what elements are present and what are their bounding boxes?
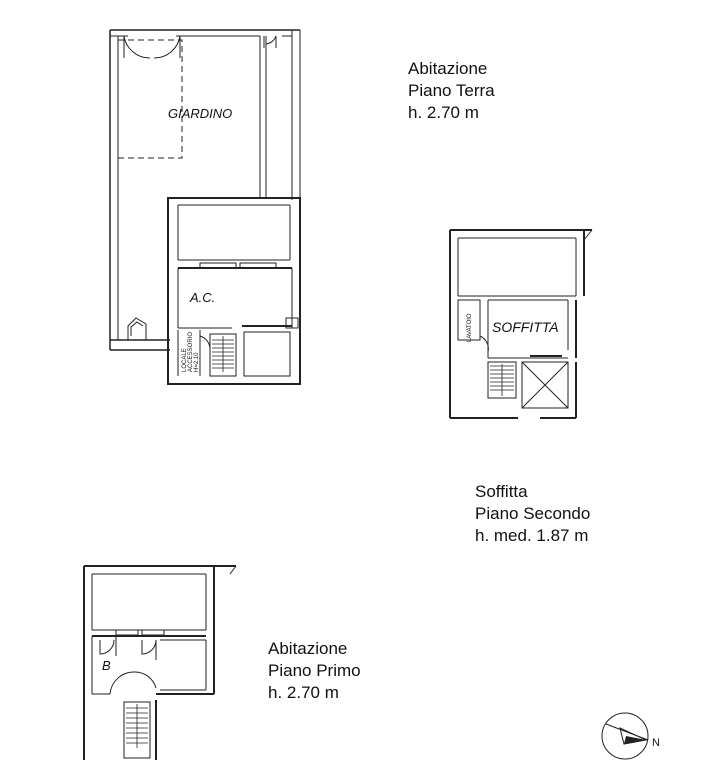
attic-height: h. med. 1.87 m — [475, 526, 589, 545]
attic-level: Piano Secondo — [475, 504, 591, 523]
ground-floor-plan — [110, 30, 300, 384]
first-floor-height: h. 2.70 m — [268, 683, 339, 702]
room-label-storage-line2: ACCESSORIO — [188, 331, 194, 372]
room-label-bath: B — [102, 658, 111, 673]
room-label-storage-line3: H=2.10 — [194, 352, 200, 372]
ground-floor-title: Abitazione — [408, 59, 488, 78]
room-label-storage-line1: LOCALE — [182, 348, 188, 372]
room-label-garden: GIARDINO — [168, 106, 233, 121]
compass-rose-icon — [602, 713, 648, 759]
room-label-attic: SOFFITTA — [492, 319, 559, 335]
ground-floor-height: h. 2.70 m — [408, 103, 479, 122]
compass-north-label: N — [652, 737, 660, 749]
ground-floor-level: Piano Terra — [408, 81, 495, 100]
first-floor-title: Abitazione — [268, 639, 348, 658]
room-label-ac: A.C. — [190, 290, 216, 305]
room-label-laundry: LAVATOIO — [467, 313, 473, 342]
first-floor-level: Piano Primo — [268, 661, 361, 680]
attic-title: Soffitta — [475, 482, 528, 501]
